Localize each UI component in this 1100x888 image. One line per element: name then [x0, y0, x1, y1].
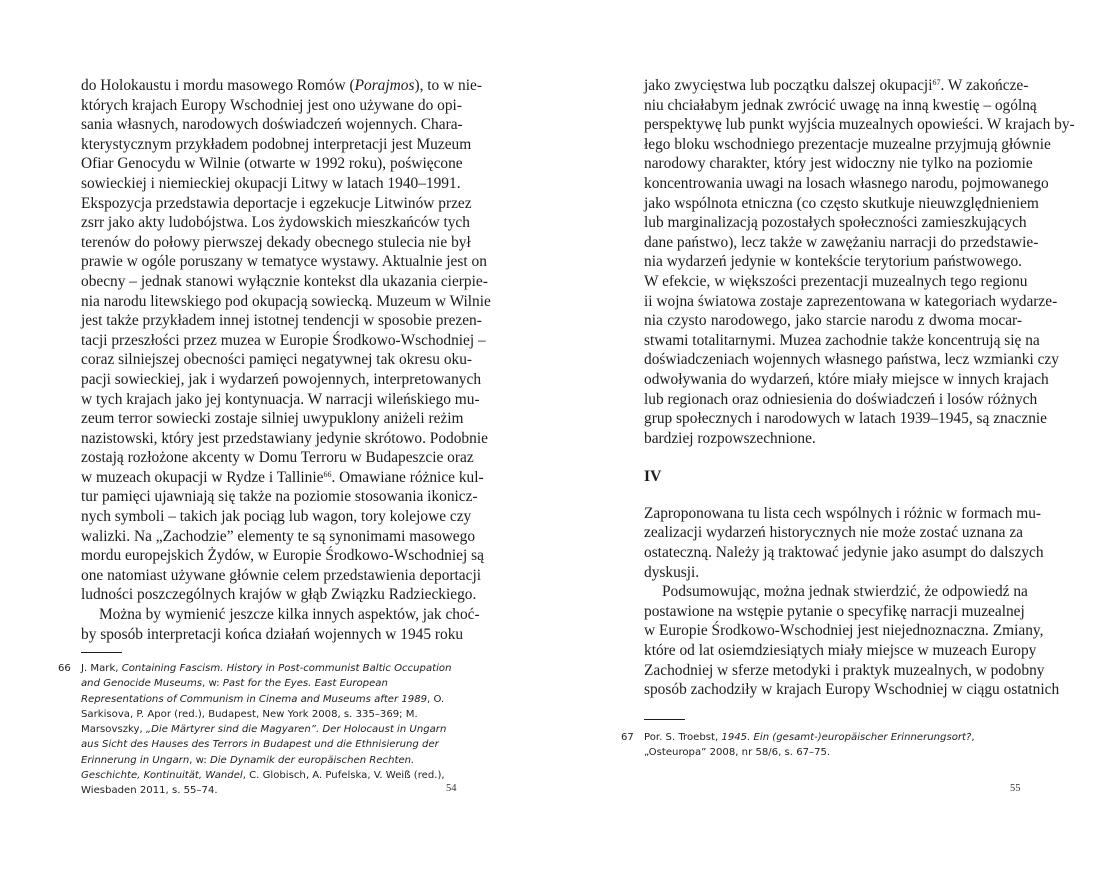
text-line: nia narodu litewskiego pod okupacją sowiecką. Muzeum w Wilnie — [81, 292, 491, 310]
page-number: 54 — [446, 783, 457, 794]
text-line: grup społecznych i narodowych w latach 1939–1945, są znacznie — [644, 410, 1048, 428]
text-line: obecny – jednak stanowi wyłącznie kontekst dla ukazania cierpie- — [81, 272, 488, 290]
page-number: 55 — [1010, 783, 1021, 794]
text-line: postawione na wstępie pytanie o specyfikę narracji muzealnej — [644, 602, 1025, 620]
text-line: Ofiar Genocydu w Wilnie (otwarte w 1992 roku), poświęcone — [81, 155, 463, 173]
text-line: Ekspozycja przedstawia deportacje i egzekucje Litwinów przez — [81, 194, 472, 212]
footnote-number: 67 — [621, 732, 634, 743]
text-line: zsrr jako akty ludobójstwa. Los żydowskich mieszkańców tych — [81, 214, 470, 232]
text-line: jako zwycięstwa lub początku dalszej okupacji$^{67}$. W zakończe- — [644, 77, 1029, 94]
paragraph — [644, 504, 1044, 582]
text-line: lub regionach oraz odniesienia do doświadczeń i losów różnych — [644, 390, 1038, 408]
text-line: Można by wymienić jeszcze kilka innych aspektów, jak choć- — [99, 606, 480, 624]
paragraph — [644, 76, 1075, 448]
footnote-text: J. Mark, Containing Fascism. History in Post-communist Baltic Occupation and Genocide Museums, w: Past for the Eyes. East European Representations of Communism in Cinema and Museums after 1989, O. Sarkisova, P. Apor (red.), Budapest, New York 2008, s. 335–369; M. Marsovszky, „Die Märtyrer sind die Magyaren”. Der Holocaust in Ungarn aus Sicht des Hauses des Terrors in Budapest und die Ethnisierung der Erinnerung in Ungarn, w: Die Dynamik der europäischen Rechten. Geschichte, Kontinuität, Wandel, C. Globisch, A. Pufelska, V. Weiß (red.), Wiesbaden 2011, s. 55–74. — [81, 663, 452, 797]
text-line: w muzeach okupacji w Rydze i Tallinie$^{66}$. Omawiane różnice kul- — [81, 468, 484, 486]
paragraph — [81, 76, 491, 605]
text-line: sania własnych, narodowych doświadczeń wojennych. Chara- — [81, 116, 463, 134]
text-line: coraz silniejszej obecności pamięci negatywnej tak okresu oku- — [81, 351, 473, 369]
footnote-number: 66 — [58, 663, 71, 674]
text-line: tacji przeszłości przez muzea w Europie Środkowo-Wschodniej – — [81, 331, 486, 349]
text-line: ludności poszczególnych krajów w głąb Związku Radzieckiego. — [81, 586, 477, 604]
paragraph — [644, 582, 1060, 700]
text-line: nia czysto narodowego, jako starcie narodu z dwoma mocar- — [644, 312, 1022, 330]
text-line: zostają rozłożone akcenty w Domu Terroru w Budapeszcie oraz — [81, 449, 474, 467]
text-line: terenów do połowy pierwszej dekady obecnego stulecia nie był — [81, 233, 471, 251]
text-line: ostateczną. Należy ją traktować jedynie jako asumpt do dalszych — [644, 544, 1044, 562]
right-page — [550, 0, 1100, 888]
footnote-text: Por. S. Troebst, 1945. Ein (gesamt-)europäischer Erinnerungsort?, „Osteuropa” 2008, nr 58/6, s. 67–75. — [644, 732, 975, 759]
footnote-ref: 67 — [932, 78, 941, 87]
text-line: niu chciałabym jednak zwrócić uwagę na inną kwestię – ogólną — [644, 96, 1037, 114]
text-line: jest także przykładem innej istotnej tendencji w sposobie prezen- — [81, 312, 482, 330]
text-line: w Europie Środkowo-Wschodniej jest niejednoznaczna. Zmiany, — [644, 622, 1044, 640]
text-line: nia wydarzeń jedynie w kontekście terytorium państwowego. — [644, 253, 1022, 271]
text-line: Zachodniej w sferze metodyki i praktyk muzealnych, w podobny — [644, 661, 1045, 679]
right-body-text — [644, 76, 1075, 700]
text-line: dyskusji. — [644, 563, 700, 581]
text-line: ii wojna światowa zostaje zaprezentowana w kategoriach wydarze- — [644, 292, 1058, 310]
left-body-text — [81, 76, 491, 644]
text-line: nych symboli – takich jak pociąg lub wagon, tory kolejowe czy — [81, 508, 472, 526]
text-line: odwoływania do wydarzeń, które miały miejsce w innych krajach — [644, 370, 1049, 388]
text-line: nazistowski, który jest przedstawiany jedynie skrótowo. Podobnie — [81, 429, 488, 447]
text-line: koncentrowania uwagi na losach własnego narodu, pojmowanego — [644, 174, 1049, 192]
text-line: by sposób interpretacji końca działań wojennych w 1945 roku — [81, 625, 464, 643]
section-heading: IV — [644, 468, 662, 486]
text-line: które od lat osiemdziesiątych miały miejsce w muzeach Europy — [644, 642, 1037, 660]
footnote-67 — [621, 730, 1022, 761]
text-line: zealizacji wydarzeń historycznych nie może zostać uznana za — [644, 524, 1024, 542]
text-line: łego bloku wschodniego prezentacje muzealne przyjmują głównie — [644, 135, 1051, 153]
text-line: których krajach Europy Wschodniej jest ono używane do opi- — [81, 96, 462, 114]
text-line: perspektywę lub punkt wyjścia muzealnych opowieści. W krajach by- — [644, 116, 1075, 134]
text-line: kterystycznym przykładem podobnej interpretacji jest Muzeum — [81, 135, 472, 153]
footnote-66 — [58, 661, 462, 799]
text-line: Podsumowując, można jednak stwierdzić, że odpowiedź na — [662, 583, 1028, 601]
footnote-ref: 66 — [323, 469, 332, 479]
text-line: W efekcie, w większości prezentacji muzealnych tego regionu — [644, 272, 1028, 290]
text-line: do Holokaustu i mordu masowego Romów (Porajmos), to w nie- — [81, 77, 482, 94]
text-line: walizki. Na „Zachodzie” elementy te są synonimami masowego — [81, 527, 476, 545]
text-line: sposób zachodziły w krajach Europy Wschodniej w ciągu ostatnich — [644, 681, 1060, 699]
text-line: one natomiast używane głównie celem przedstawienia deportacji — [81, 566, 481, 584]
italic-term: Porajmos — [354, 77, 415, 94]
text-line: lub marginalizacją pozostałych społeczności zamieszkujących — [644, 214, 1027, 232]
text-line: dane państwo), lecz także w zawężaniu narracji do przedstawie- — [644, 233, 1039, 251]
paragraph — [81, 605, 480, 644]
text-line: tur pamięci ujawniają się także na poziomie stosowania ikonicz- — [81, 488, 478, 506]
text-line: Zaproponowana tu lista cech wspólnych i różnic w formach mu- — [644, 504, 1042, 522]
text-line: sowieckiej i niemieckiej okupacji Litwy w latach 1940–1991. — [81, 174, 461, 192]
text-line: bardziej rozpowszechnione. — [644, 429, 816, 447]
footnote-rule — [81, 652, 122, 653]
text-line: mordu europejskich Żydów, w Europie Środkowo-Wschodniej są — [81, 547, 484, 565]
footnote-rule — [644, 719, 685, 720]
text-line: pacji sowieckiej, jak i wydarzeń powojennych, interpretowanych — [81, 370, 482, 388]
text-line: narodowy charakter, który jest widoczny nie tylko na poziomie — [644, 155, 1033, 173]
text-line: doświadczeniach wojennych własnego państwa, lecz wzmianki czy — [644, 351, 1059, 369]
text-line: jako wspólnota etniczna (co często skutkuje nieuwzględnieniem — [644, 194, 1039, 212]
text-line: w tych krajach jako jej kontynuacja. W narracji wileńskiego mu- — [81, 390, 480, 408]
text-line: stwami totalitarnymi. Muzea zachodnie także koncentrują się na — [644, 331, 1040, 349]
text-line: prawie w ogóle poruszany w tematyce wystawy. Aktualnie jest on — [81, 253, 487, 271]
text-line: zeum terror sowiecki zostaje silniej uwypuklony aniżeli reżim — [81, 410, 464, 428]
